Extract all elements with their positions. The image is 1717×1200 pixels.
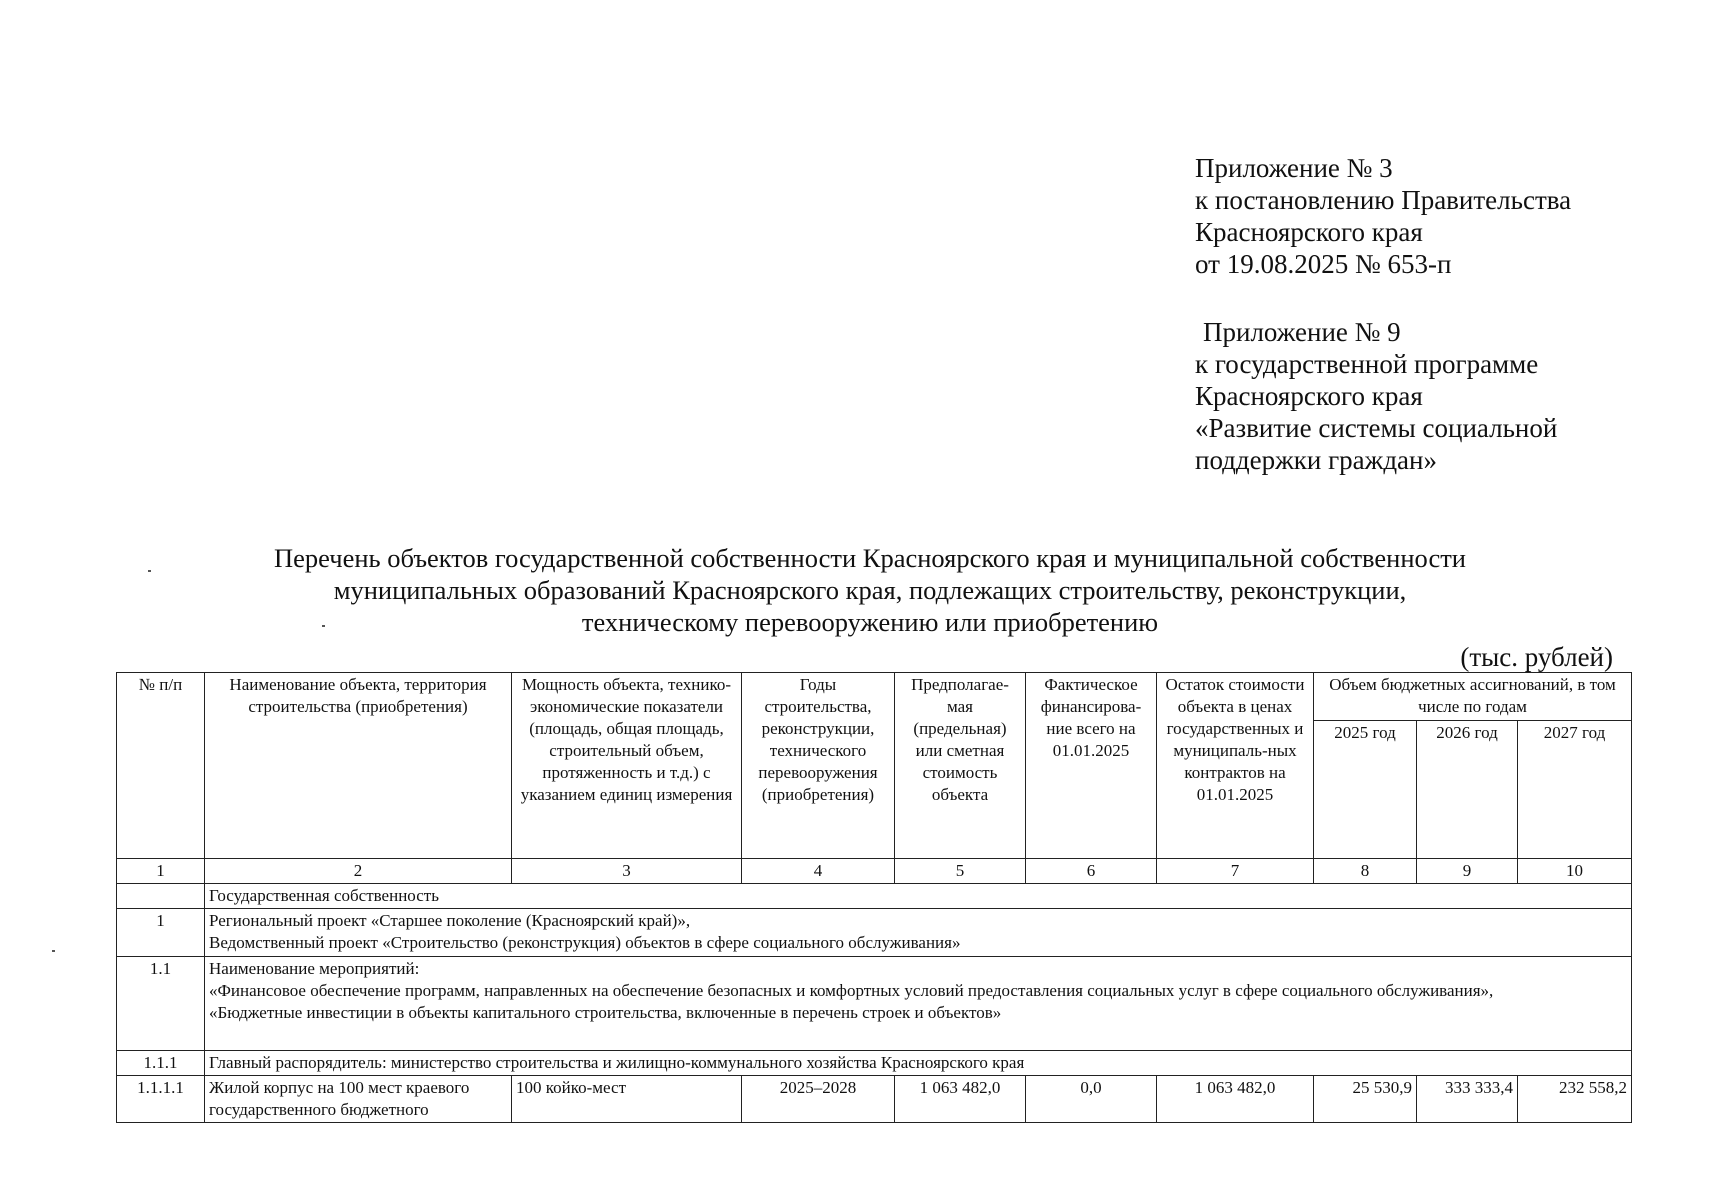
- title-line: муниципальных образований Красноярского края, подлежащих строительству, реконструкции,: [333, 575, 1407, 605]
- section-state-property: Государственная собственность: [205, 884, 1632, 909]
- section-row-state-property: [117, 884, 1632, 909]
- appendix-9-line: поддержки граждан»: [1195, 445, 1437, 475]
- header-row: [117, 673, 1632, 721]
- table-row-1-1-1-1: [117, 1076, 1632, 1123]
- header-estimated-cost: Предполагае-мая (предельная) или сметная стоимость объекта: [895, 673, 1026, 859]
- table-row-1-1-1: [117, 1051, 1632, 1076]
- column-number: 7: [1157, 859, 1314, 884]
- header-year-2025: 2025 год: [1314, 721, 1417, 859]
- header-years: Годы строительства, реконструкции, технического перевооружения (приобретения): [742, 673, 895, 859]
- object-remainder-cell: 1 063 482,0: [1157, 1076, 1314, 1123]
- scan-speck: [148, 570, 151, 572]
- object-capacity-cell: 100 койко-мест: [512, 1076, 742, 1123]
- appendix-9-line: Приложение № 9: [1203, 317, 1401, 347]
- column-number: 6: [1026, 859, 1157, 884]
- column-number: 4: [742, 859, 895, 884]
- appendix-9-line: «Развитие системы социальной: [1195, 413, 1558, 443]
- appendix-3-line: Красноярского края: [1195, 217, 1423, 247]
- column-numbers-row: [117, 859, 1632, 884]
- row-number: 1.1: [117, 957, 205, 1051]
- section-number-cell: [117, 884, 205, 909]
- row-measures-text: [205, 957, 1632, 1051]
- title-line: техническому перевооружению или приобретению: [581, 607, 1159, 637]
- document-title: [120, 542, 1620, 638]
- row-project-text: [205, 909, 1632, 957]
- row-main-manager: Главный распорядитель: министерство строительства и жилищно-коммунального хозяйства Красноярского края: [205, 1051, 1632, 1076]
- scan-speck: [322, 625, 325, 627]
- table-row-1-1: [117, 957, 1632, 1051]
- title-line: Перечень объектов государственной собственности Красноярского края и муниципальной собственности: [274, 543, 1466, 573]
- project-line: Ведомственный проект «Строительство (реконструкция) объектов в сфере социального обслуживания»: [209, 933, 961, 952]
- measures-line: «Бюджетные инвестиции в объекты капитального строительства, включенные в перечень строек и объектов»: [209, 1003, 1002, 1022]
- object-2027-cell: 232 558,2: [1518, 1076, 1632, 1123]
- header-object-name: Наименование объекта, территория строительства (приобретения): [205, 673, 512, 859]
- appendix-3-line: от 19.08.2025 № 653-п: [1195, 249, 1452, 279]
- header-number: № п/п: [117, 673, 205, 859]
- appendix-3-line: Приложение № 3: [1195, 153, 1393, 183]
- header-actual-financing: Фактическое финансирова-ние всего на 01.01.2025: [1026, 673, 1157, 859]
- measures-line: Наименование мероприятий:: [209, 959, 420, 978]
- object-years-cell: 2025–2028: [742, 1076, 895, 1123]
- objects-table: [116, 672, 1632, 1123]
- header-year-2026: 2026 год: [1417, 721, 1518, 859]
- scan-speck: [52, 950, 55, 952]
- appendix-3-block: [1195, 152, 1571, 280]
- row-number: 1.1.1: [117, 1051, 205, 1076]
- header-remainder: Остаток стоимости объекта в ценах государственных и муниципаль-ных контрактов на 01.01.2025: [1157, 673, 1314, 859]
- row-number: 1: [117, 909, 205, 957]
- object-name-cell: Жилой корпус на 100 мест краевого государственного бюджетного: [205, 1076, 512, 1123]
- column-number: 10: [1518, 859, 1632, 884]
- header-budget-group: Объем бюджетных ассигнований, в том числе по годам: [1314, 673, 1632, 721]
- column-number: 3: [512, 859, 742, 884]
- appendix-3-line: к постановлению Правительства: [1195, 185, 1572, 215]
- object-cost-cell: 1 063 482,0: [895, 1076, 1026, 1123]
- unit-label: (тыс. рублей): [1460, 642, 1613, 672]
- object-2025-cell: 25 530,9: [1314, 1076, 1417, 1123]
- measures-line: «Финансовое обеспечение программ, направленных на обеспечение безопасных и комфортных условий предоставления социальных услуг в сфере социального обслуживания»,: [209, 981, 1494, 1000]
- table-row-1: [117, 909, 1632, 957]
- column-number: 2: [205, 859, 512, 884]
- row-number: 1.1.1.1: [117, 1076, 205, 1123]
- object-actual-cell: 0,0: [1026, 1076, 1157, 1123]
- column-number: 8: [1314, 859, 1417, 884]
- appendix-9-line: к государственной программе: [1195, 349, 1539, 379]
- appendix-9-block: [1195, 316, 1557, 476]
- header-year-2027: 2027 год: [1518, 721, 1632, 859]
- appendix-9-line: Красноярского края: [1195, 381, 1423, 411]
- project-line: Региональный проект «Старшее поколение (Красноярский край)»,: [209, 911, 691, 930]
- header-capacity: Мощность объекта, технико-экономические показатели (площадь, общая площадь, строительный объем, протяженность и т.д.) с указанием единиц измерения: [512, 673, 742, 859]
- column-number: 9: [1417, 859, 1518, 884]
- object-2026-cell: 333 333,4: [1417, 1076, 1518, 1123]
- column-number: 1: [117, 859, 205, 884]
- column-number: 5: [895, 859, 1026, 884]
